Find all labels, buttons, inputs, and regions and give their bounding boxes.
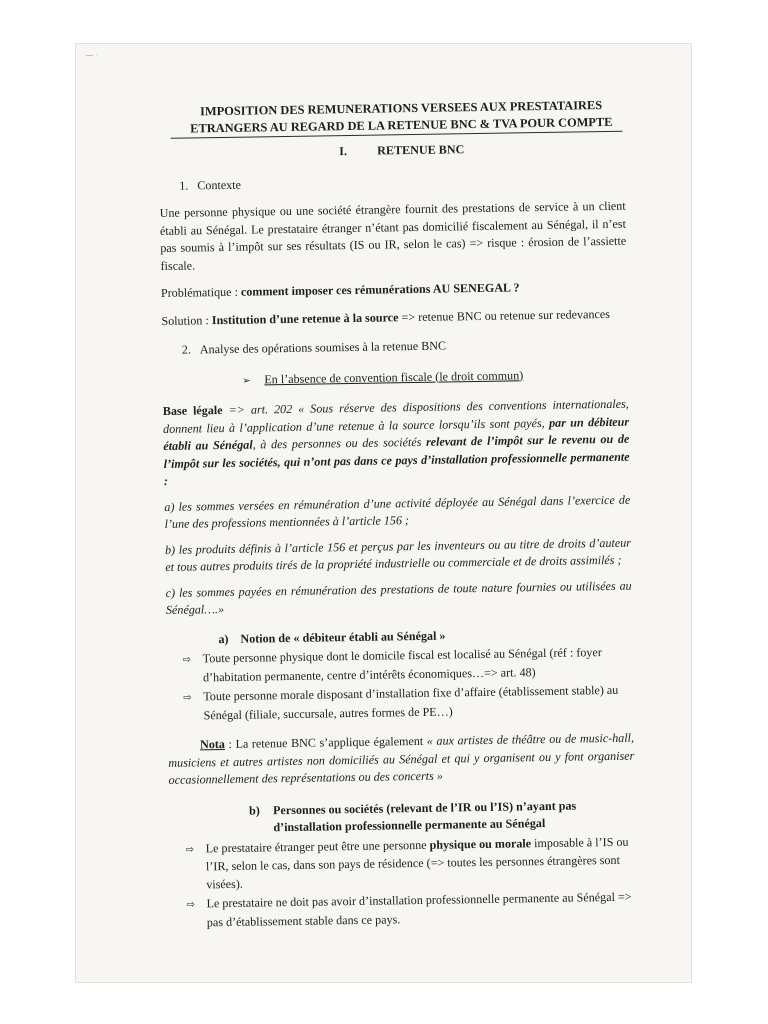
item-b-text: b) les produits définis à l’article 156 et perçus par les inventeurs ou au titre de droits d’auteur et tous autres produits tirés de la propriété industrielle ou commerciale et de droits assimilés ; bbox=[164, 535, 632, 574]
arrow-right-icon: ⇨ bbox=[183, 692, 192, 704]
solution-rest: => retenue BNC ou retenue sur redevances bbox=[398, 306, 610, 324]
notion-letter: a) bbox=[218, 631, 229, 646]
contexte-paragraph: Une personne physique ou une société étrangère fournit des prestations de service à un client établi au Sénégal. Le prestataire étranger n’étant pas domicilié fiscalement au Sénégal, il n’est pas soumis à l’impôt sur ses résultats (IS ou IR, selon le cas) => risque : érosion de l’assiette fiscale. bbox=[159, 198, 627, 273]
base-legale-debiteur: par un débiteur établi au Sénégal bbox=[163, 414, 630, 453]
title-line-1: IMPOSITION DES REMUNERATIONS VERSEES AUX PRESTATAIRES bbox=[200, 98, 603, 119]
base-legale-item-a bbox=[164, 491, 630, 533]
heading-contexte bbox=[179, 170, 625, 195]
nota-label: Nota bbox=[199, 737, 226, 752]
heading-text: Analyse des opérations soumises à la retenue BNC bbox=[199, 338, 447, 357]
personnes-heading bbox=[249, 796, 636, 837]
document-title bbox=[178, 97, 624, 138]
base-legale-item-b bbox=[165, 534, 631, 576]
personnes-letter: b) bbox=[248, 802, 260, 818]
section-heading bbox=[159, 139, 625, 164]
heading-number: 1. bbox=[179, 178, 189, 193]
absence-convention-heading bbox=[242, 365, 628, 390]
heading-number: 2. bbox=[181, 342, 192, 357]
document-body bbox=[158, 97, 637, 932]
personnes-bullet-1-bold: physique ou morale bbox=[429, 835, 532, 852]
base-legale-label: Base légale bbox=[162, 403, 223, 418]
section-title: RETENUE BNC bbox=[377, 142, 465, 158]
nota bbox=[168, 730, 635, 790]
arrow-right-icon: ⇨ bbox=[186, 899, 196, 911]
arrow-bullet-icon: ➢ bbox=[242, 375, 251, 387]
list-item bbox=[183, 682, 634, 725]
heading-text: Contexte bbox=[197, 177, 242, 192]
personnes-title: Personnes ou sociétés (relevant de l’IR ou l’IS) n’ayant pas d’installation professionnelle permanente au Sénégal bbox=[272, 798, 577, 835]
notion-title: Notion de « débiteur établi au Sénégal » bbox=[240, 628, 446, 646]
item-c-text: c) les sommes payées en rémunération des prestations de toute nature fournies ou utilisées au Sénégal….» bbox=[165, 578, 632, 617]
title-line-2: ETRANGERS AU REGARD DE LA RETENUE BNC & TVA POUR COMPTE bbox=[190, 114, 613, 136]
arrow-right-icon: ⇨ bbox=[182, 654, 192, 666]
personnes-bullet-1-start: Le prestataire étranger peut être une personne bbox=[205, 837, 430, 855]
notion-bullet-1: Toute personne physique dont le domicile fiscal est localisé au Sénégal (réf : foyer d’habitation permanente, centre d’intérêts économiques…=> art. 48) bbox=[202, 645, 602, 684]
notion-bullet-2: Toute personne morale disposant d’installation fixe d’affaire (établissement stable) au Sénégal (filiale, succursale, autres formes de PE…) bbox=[203, 682, 619, 722]
nota-text: : La retenue BNC s’applique également bbox=[224, 733, 427, 752]
personnes-bullet-2: Le prestataire ne doit pas avoir d’installation professionnelle permanente au Sénégal => pas d’établissement stable dans ce pays. bbox=[206, 889, 632, 929]
nota-italic: « aux artistes de théâtre ou de music-hall, musiciens et autres artistes non domiciliés au Sénégal et qui y organisent ou y font organiser occasionnellement des représentations ou des concerts » bbox=[168, 730, 635, 787]
arrow-right-icon: ⇨ bbox=[185, 844, 195, 856]
list-item bbox=[186, 833, 637, 894]
solution-bold: Institution d’une retenue à la source bbox=[211, 309, 399, 327]
problematique bbox=[161, 278, 627, 303]
item-a-text: a) les sommes versées en rémunération d’une activité déployée au Sénégal dans l’exercice de l’une des professions mentionnées à l’article 156 ; bbox=[164, 492, 631, 531]
base-legale-relevant: relevant de l’impôt sur le revenu ou de l’impôt sur les sociétés, qui n’ont pas dans ce pays d’installation professionnelle permanente : bbox=[163, 431, 630, 488]
corner-mark: — · bbox=[86, 52, 98, 59]
absence-convention-title: En l’absence de convention fiscale (le droit commun) bbox=[264, 367, 524, 386]
base-legale-intro: => art. 202 « Sous réserve des dispositions des conventions internationales, donnent lieu à l’application d’une retenue à la source lorsqu’ils sont payés, bbox=[162, 396, 629, 436]
list-item bbox=[186, 889, 637, 932]
problematique-label: Problématique : bbox=[160, 284, 242, 300]
problematique-text: comment imposer ces rémunérations AU SENEGAL ? bbox=[240, 280, 520, 299]
base-legale-mid: , à des personnes ou des sociétés bbox=[252, 434, 427, 452]
personnes-bullet-1-end: imposable à l’IS ou l’IR, selon le cas, dans son pays de résidence (=> toutes les personnes étrangères sont visées). bbox=[205, 834, 629, 891]
base-legale bbox=[163, 396, 630, 491]
list-item bbox=[183, 644, 634, 687]
section-number: I. bbox=[339, 144, 348, 159]
solution-label: Solution : bbox=[161, 312, 212, 328]
base-legale-item-c bbox=[166, 577, 632, 619]
heading-analyse bbox=[182, 335, 628, 360]
solution bbox=[161, 305, 627, 330]
